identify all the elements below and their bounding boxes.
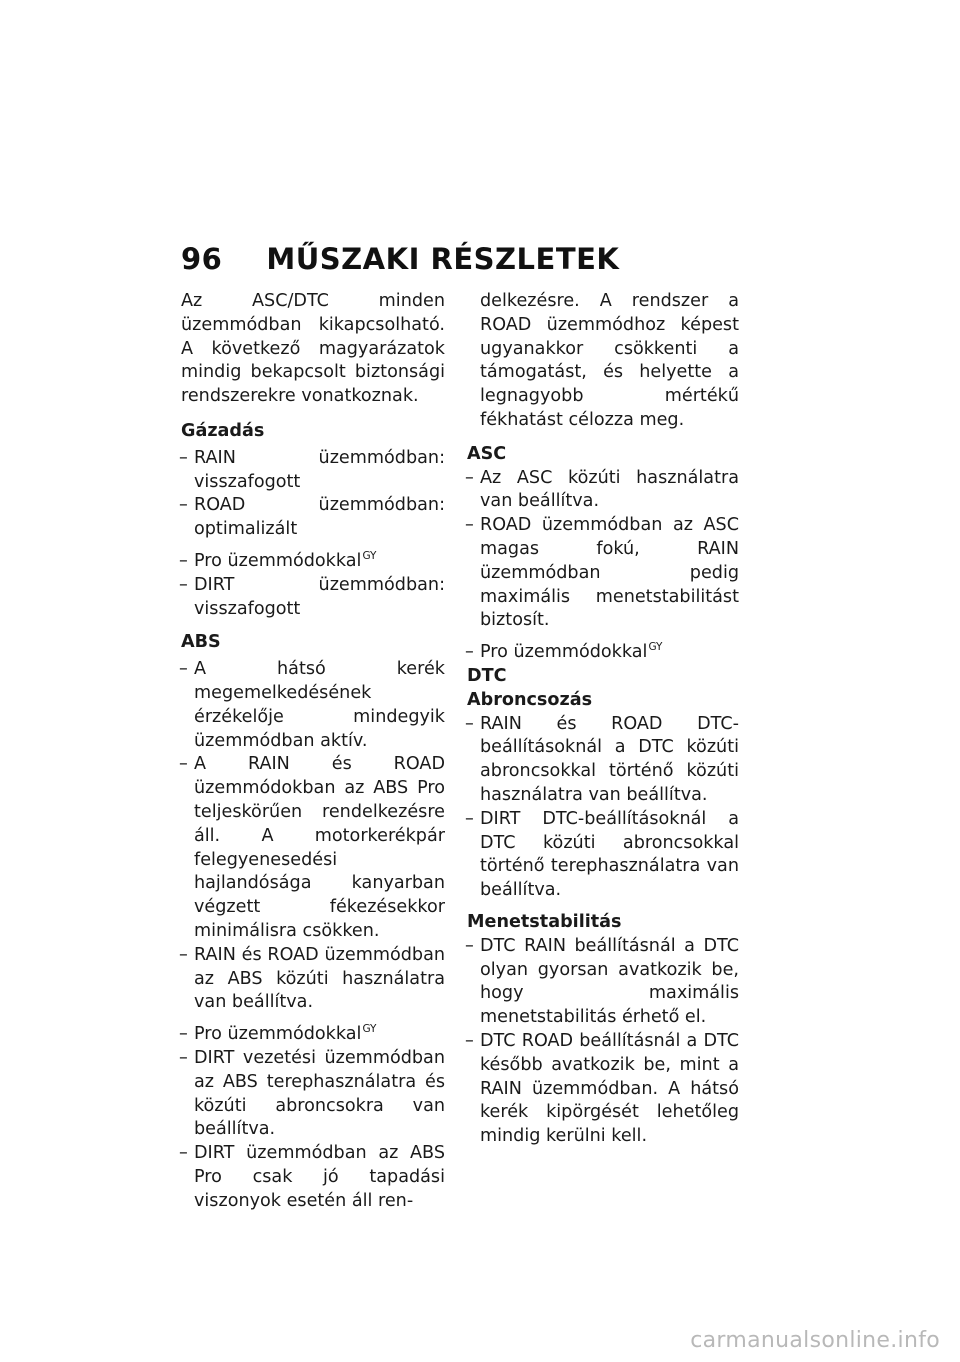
pro-label: Pro üzemmódokkal [194, 1024, 362, 1045]
abs-pro-list [181, 1023, 445, 1213]
pro-superscript: GY [362, 1023, 377, 1036]
intro-paragraph: Az ASC/DTC minden üzemmódban kikapcsolható. A következő magyarázatok mindig bekapcsolt biztonsági rendszerekre vonatkoznak. [181, 291, 445, 407]
list-item: – DTC ROAD beállításnál a DTC később avatkozik be, mint a RAIN üzemmódban. A hátsó kerék kipörgését lehetőleg mindig kerülni kell. [467, 1030, 739, 1149]
list-item: – A RAIN és ROAD üzemmódokban az ABS Pro teljeskörűen rendelkezésre áll. A motorkerékpár felegyenesedési hajlandósága kanyarban végzett fékezésekkor minimálisra csökken. [181, 753, 445, 943]
list-item: – DIRT DTC-beállításoknál a DTC közúti abroncsokkal történő terephasználatra van beállítva. [467, 808, 739, 903]
list-item: – A hátsó kerék megemelkedésének érzékelője mindegyik üzemmódban aktív. [181, 658, 445, 753]
list-item: – DTC RAIN beállításnál a DTC olyan gyorsan avatkozik be, hogy maximális menetstabilitás érhető el. [467, 935, 739, 1030]
pro-superscript: GY [648, 641, 663, 654]
pro-superscript: GY [362, 549, 377, 562]
asc-list [467, 467, 739, 634]
page-header [181, 242, 619, 276]
heading-gazadas: Gázadás [181, 420, 265, 441]
list-item: – Az ASC közúti használatra van beállítva. [467, 467, 739, 515]
gazadas-list [181, 447, 445, 542]
list-item: – RAIN üzemmódban: visszafogott [181, 447, 445, 495]
heading-abroncsozas: Abroncsozás [467, 689, 593, 710]
watermark: carmanualsonline.info [690, 1328, 940, 1353]
list-item: – DIRT vezetési üzemmódban az ABS terephasználatra és közúti abroncsokra van beállítva. [181, 1047, 445, 1142]
menetstabilitas-list [467, 935, 739, 1149]
abs-list [181, 658, 445, 1015]
heading-asc: ASC [467, 443, 507, 464]
pro-label: Pro üzemmódokkal [480, 642, 648, 663]
page-number: 96 [181, 242, 223, 276]
list-item-pro [181, 550, 445, 574]
list-item: – DIRT üzemmódban: visszafogott [181, 574, 445, 622]
heading-dtc: DTC [467, 665, 507, 686]
list-item-pro [467, 641, 739, 665]
list-item-pro [181, 1023, 445, 1047]
list-item: – ROAD üzemmódban az ASC magas fokú, RAIN üzemmódban pedig maximális menetstabilitást biztosít. [467, 514, 739, 633]
heading-abs: ABS [181, 632, 221, 653]
continued-paragraph: delkezésre. A rendszer a ROAD üzemmódhoz képest ugyanakkor csökkenti a támogatást, és helyette a legnagyobb mértékű fékhatást célozza meg. [480, 291, 739, 430]
list-item: – RAIN és ROAD üzemmódban az ABS közúti használatra van beállítva. [181, 944, 445, 1015]
abroncsozas-list [467, 713, 739, 903]
section-title: MŰSZAKI RÉSZLETEK [266, 242, 620, 276]
left-column [181, 290, 445, 1213]
list-item: – RAIN és ROAD DTC-beállításoknál a DTC közúti abroncsokkal történő közúti használatra van beállítva. [467, 713, 739, 808]
right-column [467, 290, 739, 1149]
pro-label: Pro üzemmódokkal [194, 550, 362, 571]
heading-menetstabilitas: Menetstabilitás [467, 911, 622, 932]
list-item: – DIRT üzemmódban az ABS Pro csak jó tapadási viszonyok esetén áll ren- [181, 1142, 445, 1213]
asc-pro-list [467, 641, 739, 665]
gazadas-pro-list [181, 550, 445, 621]
list-item: – ROAD üzemmódban: optimalizált [181, 494, 445, 542]
